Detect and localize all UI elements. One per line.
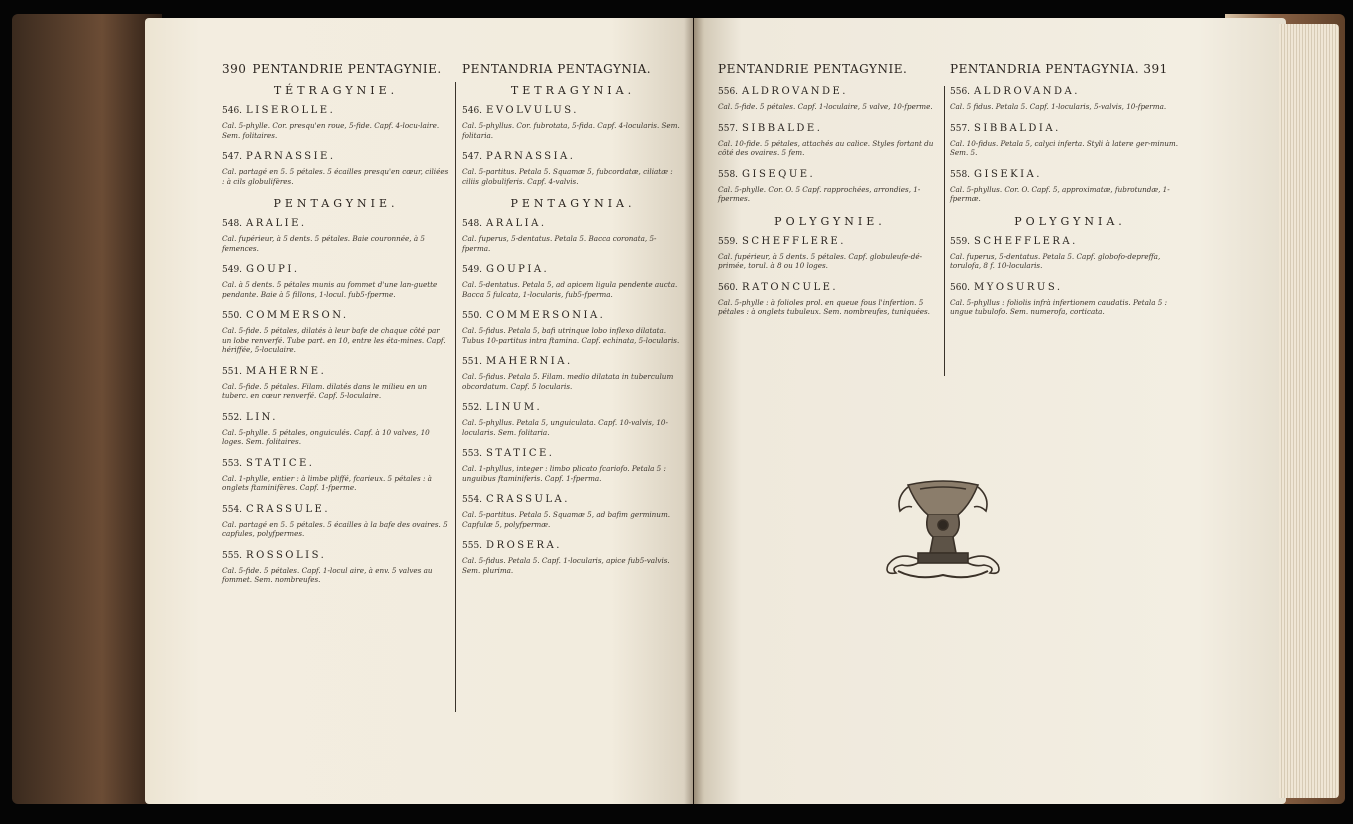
genus-entry (462, 356, 684, 391)
genus-number: 547. (462, 152, 483, 162)
genus-name: ALDROVANDE. (742, 86, 848, 97)
genus-title (222, 412, 450, 423)
genus-title (950, 86, 1190, 97)
genus-title (462, 218, 684, 229)
genus-name: MYOSURUS. (974, 281, 1063, 293)
genus-entry (462, 151, 684, 186)
genus-title (950, 123, 1190, 134)
genus-entry (462, 448, 684, 483)
genus-name: STATICE. (486, 448, 555, 459)
genus-description: Cal. fupérieur, à 5 dents. 5 pétales. Baie couronnée, à 5 femences. (222, 234, 426, 253)
genus-number: 558. (718, 169, 739, 180)
running-head: PENTANDRIA PENTAGYNIA. 391 (950, 62, 1168, 76)
urn-vignette-icon (878, 475, 1008, 585)
genus-name: ARALIA. (486, 218, 547, 229)
genus-number: 557. (718, 123, 739, 134)
genus-title (718, 169, 942, 180)
genus-description: Cal. 1-phyllus, integer : limbo plicato fcariofo. Petala 5 : unguibus ftaminiferis. Capf. 1-fperma. (462, 464, 666, 483)
genus-entry (718, 123, 942, 158)
genus-title (462, 540, 684, 551)
genus-name: PARNASSIE. (246, 151, 336, 162)
column-rule (455, 82, 456, 712)
genus-description: Cal. 5-phylle : à folioles prol. en queue fous l'infertion. 5 pétales : à onglets tubuleux. Sem. nombreufes, tuniquées. (718, 297, 930, 316)
genus-name: LISEROLLE. (246, 105, 336, 116)
genus-name: SIBBALDE. (742, 122, 823, 134)
right-page-latin-column (950, 62, 1190, 328)
genus-number: 548. (222, 219, 243, 229)
genus-title (950, 282, 1190, 293)
genus-entry (718, 282, 942, 317)
genus-title (462, 151, 684, 162)
section-heading: PENTAGYNIA. (510, 197, 636, 210)
genus-title (462, 105, 684, 116)
genus-title (462, 310, 684, 321)
genus-name: CRASSULE. (246, 503, 331, 515)
genus-name: RATONCULE. (742, 281, 839, 293)
genus-entry (718, 169, 942, 204)
genus-entry (462, 540, 684, 575)
genus-description: Cal. 5-phylle. Cor. O. 5 Capf. rapprochées, arrondies, 1-fpermes. (718, 184, 921, 203)
genus-name: LINUM. (486, 402, 543, 413)
page-number: 390 (222, 62, 247, 76)
genus-number: 553. (222, 458, 243, 469)
genus-description: Cal. 5 fidus. Petala 5. Capf. 1-locularis, 5-valvis, 10-fperma. (950, 102, 1167, 111)
genus-entry (950, 123, 1190, 158)
genus-entry (462, 310, 684, 345)
genus-description: Cal. fupérieur, à 5 dents. 5 pétales. Capf. globuleufe-dé-primée, torul. à 8 ou 10 loges. (718, 251, 923, 270)
genus-description: Cal. fuperus, 5-dentatus. Petala 5. Bacca coronata, 5-fperma. (462, 234, 657, 253)
genus-entry (950, 282, 1190, 317)
genus-entry (462, 264, 684, 299)
running-head: PENTANDRIA PENTAGYNIA. (462, 62, 652, 76)
genus-name: MAHERNIA. (486, 356, 573, 367)
genus-name: DROSERA. (486, 540, 562, 551)
genus-title (718, 282, 942, 293)
genus-entry (222, 550, 450, 585)
genus-title (462, 264, 684, 275)
genus-description: Cal. partagé en 5. 5 pétales. 5 écailles à la bafe des ovaires. 5 capfules, polyfpermes. (222, 519, 448, 538)
genus-description: Cal. 1-phylle, entier : à limbe pliffé, fcarieux. 5 pétales : à onglets ftaminifères. Capf. 1-fperme. (222, 473, 432, 492)
genus-entry (222, 105, 450, 140)
genus-title (222, 264, 450, 275)
genus-number: 550. (222, 311, 243, 321)
right-page-french-column (718, 62, 942, 328)
genus-number: 558. (950, 169, 971, 180)
genus-number: 551. (462, 357, 483, 367)
genus-name: MAHERNE. (246, 365, 327, 377)
genus-number: 560. (950, 282, 971, 293)
genus-description: Cal. 5-phylle. Cor. presqu'en roue, 5-fide. Capf. 4-locu-laire. Sem. folitaires. (222, 121, 440, 140)
genus-name: LIN. (246, 411, 278, 423)
genus-title (222, 366, 450, 377)
genus-entry (222, 412, 450, 447)
genus-description: Cal. fuperus, 5-dentatus. Petala 5. Capf. globofo-depreffa, torulofa, 8 f. 10-locularis. (950, 251, 1161, 270)
genus-description: Cal. 5-fide. 5 pétales. Capf. 1-locul aire, à env. 5 valves au fommet. Sem. nombreufes. (222, 565, 433, 584)
genus-number: 554. (222, 504, 243, 515)
left-page-latin-column (462, 62, 684, 586)
genus-title (222, 151, 450, 162)
genus-description: Cal. 5-fide. 5 pétales. Capf. 1-loculaire, 5 valve, 10-fperme. (718, 102, 933, 111)
genus-number: 552. (462, 403, 483, 413)
genus-number: 547. (222, 152, 243, 162)
genus-number: 553. (462, 449, 483, 459)
genus-name: ROSSOLIS. (246, 549, 327, 561)
running-head (222, 62, 450, 76)
genus-title (462, 402, 684, 413)
genus-name: GOUPI. (246, 264, 300, 275)
genus-entry (462, 402, 684, 437)
section-spacer (718, 76, 942, 86)
genus-name: ALDROVANDA. (974, 86, 1080, 97)
genus-name: SCHEFFLERA. (974, 235, 1078, 247)
genus-title (718, 86, 942, 97)
genus-entry (222, 366, 450, 401)
genus-entry (462, 105, 684, 140)
genus-description: Cal. partagé en 5. 5 pétales. 5 écailles presqu'en cœur, ciliées : à cils globulifères. (222, 167, 449, 186)
genus-title (718, 123, 942, 134)
genus-title (950, 236, 1190, 247)
genus-entry (718, 86, 942, 112)
genus-entry (950, 169, 1190, 204)
genus-name: GOUPIA. (486, 264, 550, 275)
genus-entry (950, 236, 1190, 271)
genus-entry (222, 458, 450, 493)
genus-title (718, 236, 942, 247)
left-page-french-column (222, 62, 450, 596)
genus-description: Cal. 5-phylle. 5 pétales, onguiculés. Capf. à 10 valves, 10 loges. Sem. folitaires. (222, 427, 430, 446)
genus-number: 554. (462, 495, 483, 505)
genus-description: Cal. 5-dentatus. Petala 5, ad apicem ligula pendente aucta. Bacca 5 fulcata, 1-locularis, fub5-fperma. (462, 280, 678, 299)
genus-entry (222, 264, 450, 299)
page-edges (1279, 24, 1339, 798)
book-gutter (684, 18, 704, 804)
genus-description: Cal. 5-phyllus : foliolis infrà infertionem caudatis. Petala 5 : ungue tubulofo. Sem. numerofa, corticata. (950, 297, 1168, 316)
genus-title (462, 448, 684, 459)
genus-title (462, 356, 684, 367)
genus-entry (222, 310, 450, 355)
genus-title (222, 105, 450, 116)
genus-name: COMMERSONIA. (486, 310, 606, 321)
genus-name: PARNASSIA. (486, 151, 576, 162)
genus-entry (718, 236, 942, 271)
genus-number: 548. (462, 219, 483, 229)
section-heading: POLYGYNIA. (1014, 214, 1126, 228)
genus-name: CRASSULA. (486, 494, 570, 505)
genus-description: Cal. à 5 dents. 5 pétales munis au fommet d'une lan-guette pendante. Baie à 5 fillons, 1-locul. fub5-fperme. (222, 280, 438, 299)
genus-name: GISEKIA. (974, 168, 1042, 180)
section-heading: TETRAGYNIA. (510, 84, 636, 97)
genus-title (222, 310, 450, 321)
column-rule (944, 86, 945, 376)
section-heading: TÉTRAGYNIE. (273, 84, 399, 97)
genus-description: Cal. 5-fide. 5 pétales. Filam. dilatés dans le milieu en un tuberc. en cœur renverfé. Capf. 5-loculaire. (222, 381, 428, 400)
genus-number: 555. (462, 541, 483, 551)
genus-description: Cal. 10-fidus. Petala 5, calyci inferta. Styli à latere ger-minum. Sem. 5. (950, 138, 1178, 157)
genus-description: Cal. 5-fidus. Petala 5, bafi utrinque lobo inflexo dilatata. Tubus 10-partitus intra ftamina. Capf. echinata, 5-locularis. (462, 326, 680, 345)
genus-description: Cal. 5-fide. 5 pétales, dilatés à leur bafe de chaque côté par un lobe renverfé. Tube part. en 10, entre les éta-mines. Capf. hériffée, 5-loculaire. (222, 326, 446, 354)
genus-number: 556. (950, 87, 971, 97)
genus-number: 560. (718, 282, 739, 293)
genus-entry (222, 504, 450, 539)
genus-title (222, 550, 450, 561)
genus-number: 551. (222, 366, 243, 377)
genus-number: 546. (462, 106, 483, 116)
genus-title (950, 169, 1190, 180)
genus-name: SIBBALDIA. (974, 122, 1061, 134)
genus-entry (950, 86, 1190, 112)
running-head-text: PENTANDRIE PENTAGYNIE. (252, 62, 442, 76)
genus-number: 555. (222, 550, 243, 561)
genus-name: GISEQUE. (742, 168, 816, 180)
genus-description: Cal. 10-fide. 5 pétales, attachés au calice. Styles fortant du côté des ovaires. 5 fem. (718, 138, 934, 157)
genus-description: Cal. 5-partitus. Petala 5. Squamæ 5, ad bafim germinum. Capfulæ 5, polyfpermæ. (462, 510, 671, 529)
genus-number: 556. (718, 87, 739, 97)
section-spacer (950, 76, 1190, 86)
genus-number: 550. (462, 311, 483, 321)
genus-name: COMMERSON. (246, 310, 349, 321)
genus-number: 559. (950, 236, 971, 247)
genus-entry (222, 151, 450, 186)
genus-entry (462, 218, 684, 253)
genus-number: 549. (462, 265, 483, 275)
genus-name: ARALIE. (246, 218, 307, 229)
genus-title (222, 458, 450, 469)
genus-number: 549. (222, 265, 243, 275)
book-cover-left (12, 14, 162, 804)
genus-name: SCHEFFLERE. (742, 235, 846, 247)
genus-entry (462, 494, 684, 529)
running-head: PENTANDRIE PENTAGYNIE. (718, 62, 908, 76)
section-heading: PENTAGYNIE. (273, 197, 399, 210)
genus-entry (222, 218, 450, 253)
section-heading: POLYGYNIE. (774, 214, 886, 228)
genus-number: 546. (222, 106, 243, 116)
genus-title (462, 494, 684, 505)
genus-title (222, 218, 450, 229)
genus-number: 552. (222, 412, 243, 423)
genus-description: Cal. 5-fidus. Petala 5. Filam. medio dilatata in tuberculum obcordatum. Capf. 5 locularis. (462, 372, 674, 391)
genus-description: Cal. 5-partitus. Petala 5. Squamæ 5, fubcordatæ, ciliatæ : ciliis globuliferis. Capf. 4-valvis. (462, 167, 673, 186)
genus-description: Cal. 5-phyllus. Petala 5, unguiculata. Capf. 10-valvis, 10-locularis. Sem. folitaria. (462, 418, 668, 437)
genus-description: Cal. 5-phyllus. Cor. O. Capf. 5, approximatæ, fubrotundæ, 1-fpermæ. (950, 184, 1170, 203)
genus-number: 557. (950, 123, 971, 134)
genus-description: Cal. 5-fidus. Petala 5. Capf. 1-locularis, apice fub5-valvis. Sem. plurima. (462, 556, 670, 575)
genus-title (222, 504, 450, 515)
genus-description: Cal. 5-phyllus. Cor. fubrotata, 5-fida. Capf. 4-locularis. Sem. folitaria. (462, 121, 680, 140)
genus-number: 559. (718, 236, 739, 247)
genus-name: EVOLVULUS. (486, 105, 579, 116)
genus-name: STATICE. (246, 457, 315, 469)
